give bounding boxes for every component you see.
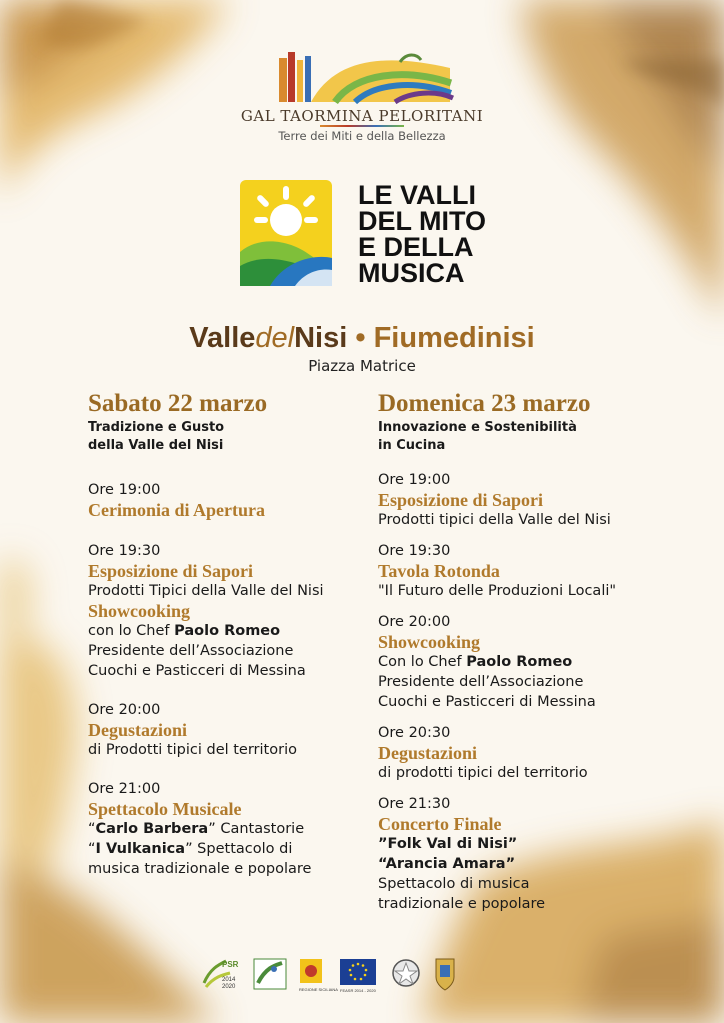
quote: “ [88, 841, 96, 857]
chef-line [378, 652, 678, 672]
gal-divider [320, 125, 404, 127]
event-title: Cerimonia di Apertura [88, 500, 265, 520]
gal-logo-icon [275, 48, 459, 106]
svg-text:FEASR 2014 - 2020: FEASR 2014 - 2020 [340, 988, 376, 993]
sat-event-1 [88, 481, 358, 520]
sun-event-1 [378, 471, 678, 530]
event-desc: di prodotti tipici del territorio [378, 765, 588, 781]
event-title-line-4: MUSICA [358, 258, 465, 288]
event-title-line-3: E DELLA [358, 232, 474, 262]
sun-event-3 [378, 613, 678, 712]
event-desc: Cuochi e Pasticceri di Messina [378, 694, 596, 710]
performer-name: ”Folk Val di Nisi” [378, 836, 518, 852]
town-name: Fiumedinisi [373, 322, 535, 354]
event-time: Ore 19:30 [378, 543, 451, 559]
sun-valley-logo-icon [240, 180, 332, 286]
chef-line [88, 621, 358, 641]
event-title: Degustazioni [88, 720, 187, 740]
event-title: Esposizione di Sapori [88, 561, 254, 581]
sun-event-4 [378, 724, 678, 783]
svg-text:REGIONE SICILIANA: REGIONE SICILIANA [299, 987, 338, 992]
sunday-theme-2: in Cucina [378, 438, 446, 453]
event-desc: di Prodotti tipici del territorio [88, 742, 297, 758]
event-title: Tavola Rotonda [378, 561, 500, 581]
saturday-theme-1: Tradizione e Gusto [88, 420, 225, 435]
regione-sicilia-logo-icon [299, 959, 338, 992]
event-time: Ore 19:00 [88, 482, 161, 498]
location-heading [0, 322, 724, 355]
saturday-date: Sabato 22 marzo [88, 390, 268, 417]
svg-text:2014: 2014 [222, 977, 236, 983]
sat-event-4 [88, 780, 358, 879]
performer-name: Carlo Barbera [95, 821, 209, 837]
sunday-column [378, 390, 678, 914]
event-desc: Spettacolo di musica [378, 876, 530, 892]
gal-tagline: Terre dei Miti e della Bellezza [278, 129, 446, 143]
event-desc: Presidente dell’Associazione [88, 643, 294, 659]
event-desc: "Il Futuro delle Produzioni Locali" [378, 583, 617, 599]
fiumedinisi-coat-of-arms-icon [436, 959, 454, 990]
sun-event-2 [378, 542, 678, 601]
sponsor-logos [200, 955, 480, 995]
gal-name: GAL TAORMINA PELORITANI [240, 107, 484, 125]
event-title: Spettacolo Musicale [88, 799, 242, 819]
quote: “ [88, 821, 96, 837]
sat-event-3 [88, 701, 358, 760]
event-time: Ore 20:00 [378, 614, 451, 630]
sunday-date: Domenica 23 marzo [378, 390, 591, 417]
chef-name: Paolo Romeo [466, 654, 573, 670]
sun-event-5 [378, 795, 678, 914]
event-title-line-1: LE VALLI [358, 180, 476, 210]
event-title: Degustazioni [378, 743, 477, 763]
event-time: Ore 19:00 [378, 472, 451, 488]
event-desc: Prodotti tipici della Valle del Nisi [378, 512, 611, 528]
quote: ” [185, 841, 193, 857]
bullet-separator: • [347, 322, 374, 354]
saturday-theme-2: della Valle del Nisi [88, 438, 224, 453]
event-desc: musica tradizionale e popolare [88, 861, 312, 877]
event-time: Ore 21:00 [88, 781, 161, 797]
sunday-theme-1: Innovazione e Sostenibilità [378, 420, 577, 435]
event-desc: Prodotti Tipici della Valle del Nisi [88, 583, 324, 599]
psr-logo-icon [204, 960, 239, 990]
saturday-column [88, 390, 358, 879]
event-desc: Cuochi e Pasticceri di Messina [88, 663, 306, 679]
venue: Piazza Matrice [308, 357, 416, 375]
event-title: Concerto Finale [378, 814, 502, 834]
event-title: Esposizione di Sapori [378, 490, 544, 510]
performer-role: Cantastorie [215, 821, 305, 837]
performer-name: I Vulkanica [95, 841, 186, 857]
event-desc: tradizionale e popolare [378, 896, 546, 912]
quote: ” [208, 821, 216, 837]
chef-prefix: con lo Chef [88, 623, 175, 639]
event-time: Ore 19:30 [88, 543, 161, 559]
svg-text:2020: 2020 [222, 984, 236, 990]
del-word: del [255, 322, 295, 354]
chef-prefix: Con lo Chef [378, 654, 467, 670]
event-desc: Presidente dell’Associazione [378, 674, 584, 690]
leader-logo-icon [254, 959, 286, 989]
event-time: Ore 20:30 [378, 725, 451, 741]
performer-line [88, 819, 358, 839]
svg-text:PSR: PSR [222, 960, 239, 969]
event-time: Ore 21:30 [378, 796, 451, 812]
italian-republic-emblem-icon [393, 960, 419, 986]
event-title: Showcooking [378, 632, 481, 652]
event-time: Ore 20:00 [88, 702, 161, 718]
event-title-line-2: DEL MITO [358, 206, 487, 236]
performer-role: Spettacolo di [192, 841, 293, 857]
valle-word: Valle [189, 322, 256, 354]
performer-line [88, 839, 358, 859]
eu-flag-icon [340, 959, 377, 993]
sat-event-2 [88, 542, 358, 681]
chef-name: Paolo Romeo [174, 623, 281, 639]
event-title: Showcooking [88, 601, 191, 621]
nisi-word: Nisi [294, 322, 348, 354]
performer-name: “Arancia Amara” [378, 856, 516, 872]
